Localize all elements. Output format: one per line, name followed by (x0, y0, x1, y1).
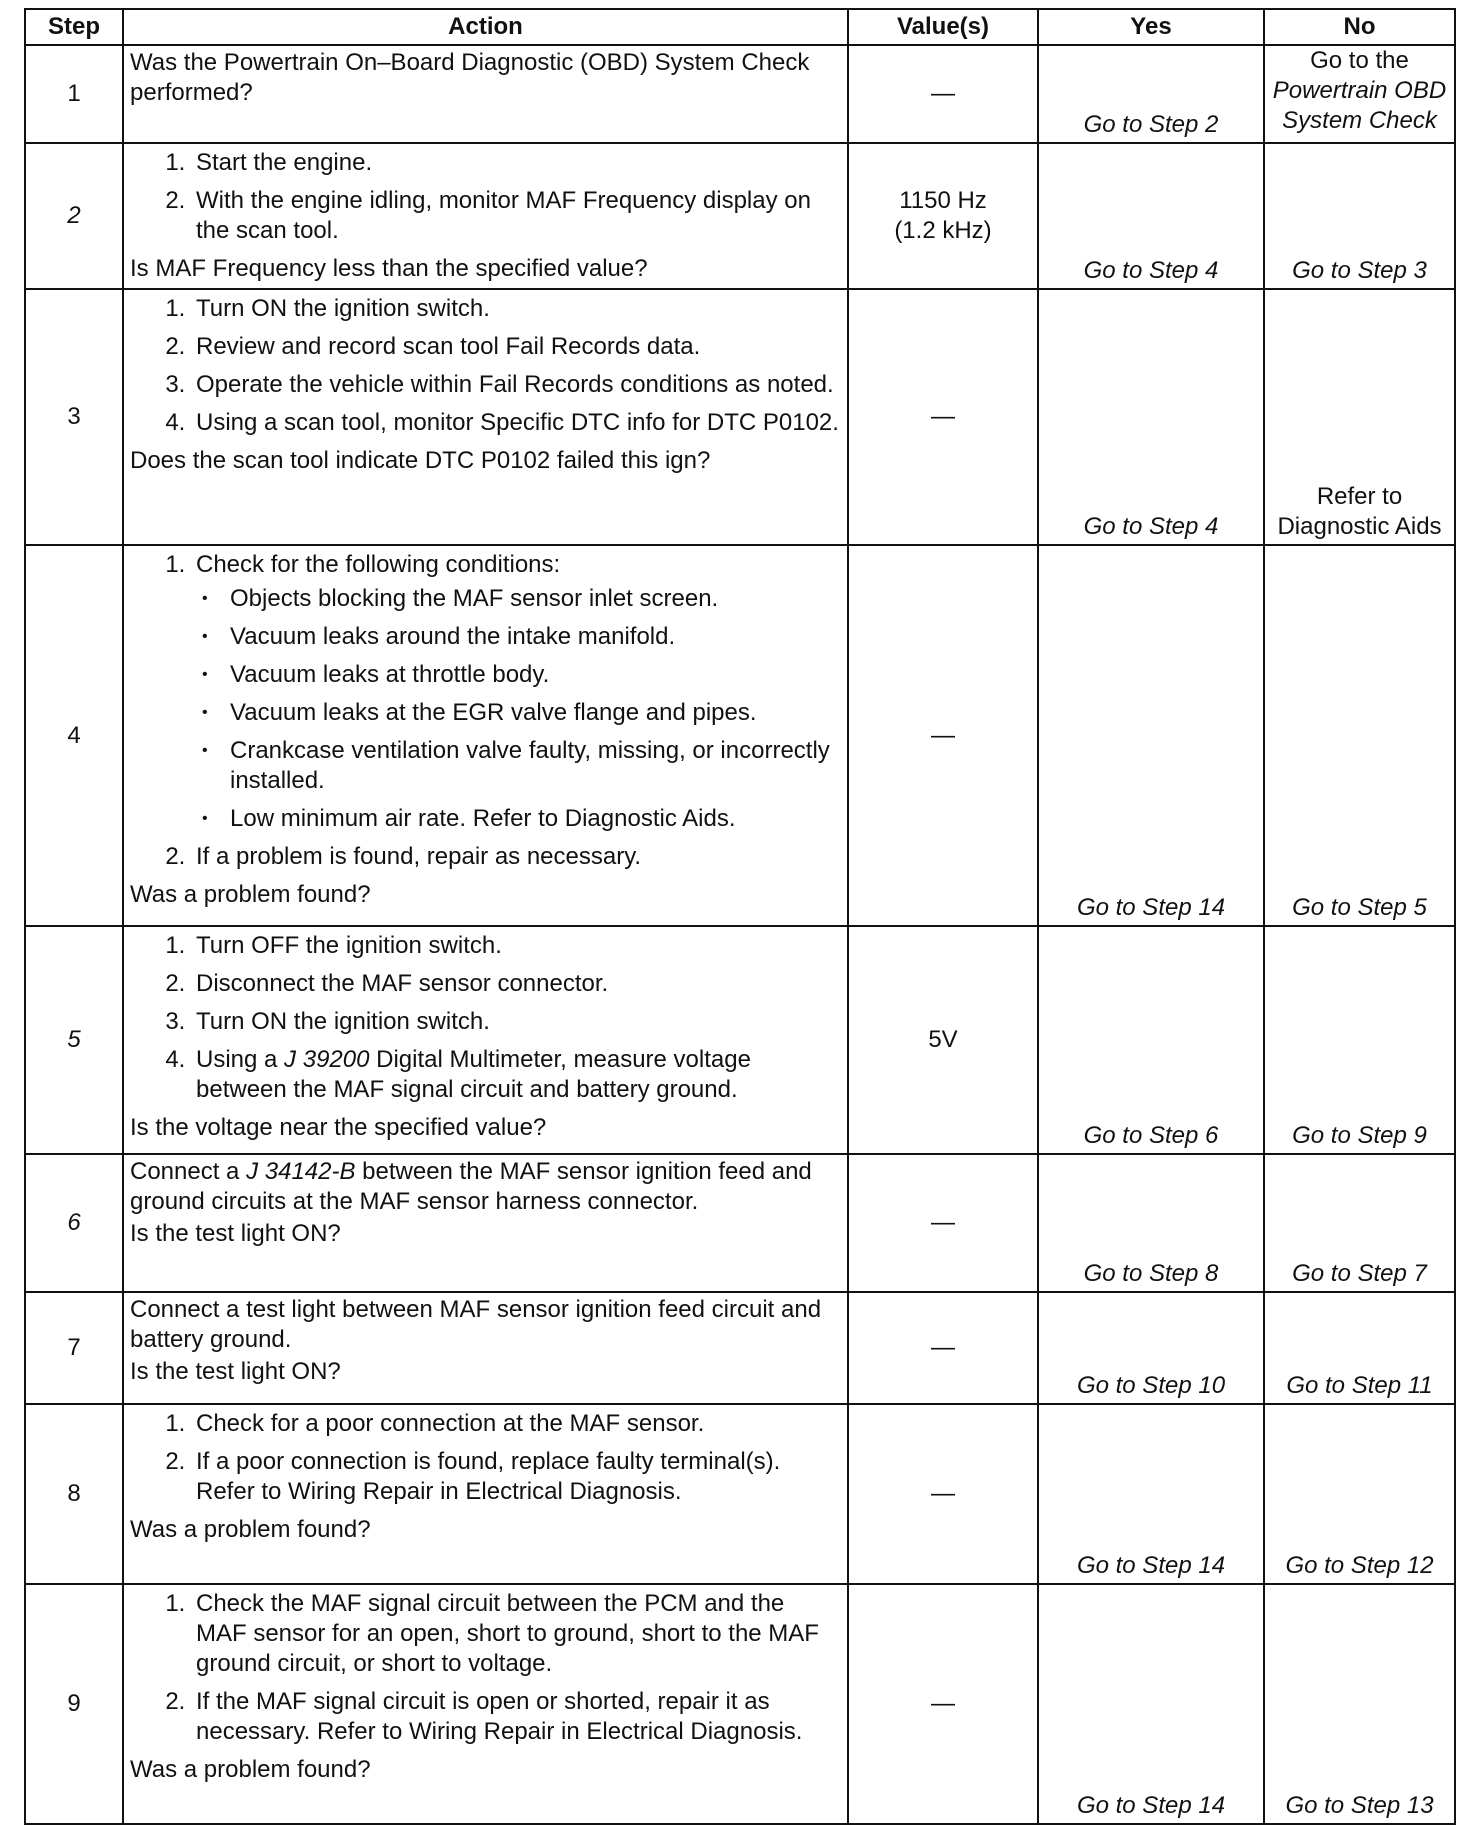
value-cell: — (848, 1154, 1038, 1292)
action-item: 2. If a problem is found, repair as necessary. (192, 842, 841, 872)
table-row (25, 289, 1455, 545)
action-question: Is the voltage near the specified value? (130, 1114, 547, 1141)
yes-cell: Go to Step 4 (1038, 289, 1264, 545)
bullet-item: • Objects blocking the MAF sensor inlet screen. (230, 584, 841, 614)
action-question: Was a problem found? (130, 1756, 371, 1783)
value-cell: — (848, 1292, 1038, 1404)
no-line: Powertrain OBD (1272, 77, 1447, 104)
table-row (25, 926, 1455, 1154)
header-row (25, 9, 1455, 45)
action-cell (123, 1584, 848, 1824)
action-cell (123, 45, 848, 143)
table-row (25, 1292, 1455, 1404)
action-item-text: Digital Multimeter, measure voltage between the MAF signal circuit and battery ground. (196, 1046, 751, 1103)
step-number: 3 (25, 289, 123, 545)
action-item: 2. Disconnect the MAF sensor connector. (192, 969, 841, 999)
bullet-item: • Crankcase ventilation valve faulty, missing, or incorrectly installed. (230, 736, 841, 796)
table-row (25, 143, 1455, 289)
action-text: Was the Powertrain On–Board Diagnostic (OBD) System Check performed? (130, 49, 810, 106)
no-cell: Go to Step 12 (1264, 1404, 1455, 1584)
yes-cell: Go to Step 10 (1038, 1292, 1264, 1404)
step-number: 9 (25, 1584, 123, 1824)
action-item: 3. Operate the vehicle within Fail Records conditions as noted. (192, 370, 841, 400)
action-item: 1. Check the MAF signal circuit between the PCM and the MAF sensor for an open, short to ground, short to the MAF ground circuit, or short to voltage. (192, 1589, 841, 1679)
action-item: 2. If the MAF signal circuit is open or shorted, repair it as necessary. Refer to Wiring Repair in Electrical Diagnosis. (192, 1687, 841, 1747)
no-cell (1264, 45, 1455, 143)
yes-cell: Go to Step 14 (1038, 1584, 1264, 1824)
action-text-part: Connect a (130, 1158, 247, 1185)
action-question: Is MAF Frequency less than the specified value? (130, 255, 648, 282)
yes-cell: Go to Step 2 (1038, 45, 1264, 143)
table-row (25, 545, 1455, 926)
value-cell: — (848, 1584, 1038, 1824)
action-cell (123, 1154, 848, 1292)
no-cell: Go to Step 13 (1264, 1584, 1455, 1824)
no-cell: Go to Step 11 (1264, 1292, 1455, 1404)
tool-name: J 39200 (284, 1046, 370, 1073)
step-number: 8 (25, 1404, 123, 1584)
step-number: 7 (25, 1292, 123, 1404)
step-number: 6 (25, 1154, 123, 1292)
action-question: Does the scan tool indicate DTC P0102 failed this ign? (130, 447, 711, 474)
action-item-text: Using a (196, 1046, 285, 1073)
no-cell: Go to Step 5 (1264, 545, 1455, 926)
no-line: Diagnostic Aids (1277, 513, 1442, 540)
action-item-text: Check for the following conditions: (196, 551, 561, 578)
value-cell: — (848, 1404, 1038, 1584)
tool-name: J 34142-B (246, 1158, 356, 1185)
action-text: Connect a test light between MAF sensor ignition feed circuit and battery ground. (130, 1296, 822, 1353)
bullet-item: • Low minimum air rate. Refer to Diagnostic Aids. (230, 804, 841, 834)
step-number: 2 (25, 143, 123, 289)
no-cell: Go to Step 7 (1264, 1154, 1455, 1292)
action-cell (123, 545, 848, 926)
value-cell: — (848, 545, 1038, 926)
action-item: 4. Using a scan tool, monitor Specific DTC info for DTC P0102. (192, 408, 841, 438)
table-row (25, 1404, 1455, 1584)
header-action: Action (123, 9, 848, 45)
no-cell: Go to Step 9 (1264, 926, 1455, 1154)
action-item: 2. With the engine idling, monitor MAF Frequency display on the scan tool. (192, 186, 841, 246)
bullet-item: • Vacuum leaks around the intake manifold. (230, 622, 841, 652)
action-item: 1. Turn ON the ignition switch. (192, 294, 841, 324)
action-item: 1. Check for a poor connection at the MAF sensor. (192, 1409, 841, 1439)
bullet-item: • Vacuum leaks at throttle body. (230, 660, 841, 690)
step-number: 1 (25, 45, 123, 143)
bullet-item: • Vacuum leaks at the EGR valve flange and pipes. (230, 698, 841, 728)
header-step: Step (25, 9, 123, 45)
action-cell (123, 143, 848, 289)
header-values: Value(s) (848, 9, 1038, 45)
action-cell (123, 1404, 848, 1584)
no-line: Go to the (1310, 47, 1409, 74)
value-cell: 5V (848, 926, 1038, 1154)
value-cell (848, 143, 1038, 289)
value-line: (1.2 kHz) (894, 217, 992, 244)
action-cell (123, 926, 848, 1154)
action-question: Was a problem found? (130, 1516, 371, 1543)
header-yes: Yes (1038, 9, 1264, 45)
yes-cell: Go to Step 14 (1038, 545, 1264, 926)
action-item: 3. Turn ON the ignition switch. (192, 1007, 841, 1037)
yes-cell: Go to Step 14 (1038, 1404, 1264, 1584)
action-question: Is the test light ON? (130, 1220, 341, 1247)
yes-cell: Go to Step 6 (1038, 926, 1264, 1154)
action-cell (123, 1292, 848, 1404)
action-item (192, 1045, 841, 1105)
action-item: 1. Start the engine. (192, 148, 841, 178)
action-cell (123, 289, 848, 545)
value-cell: — (848, 289, 1038, 545)
no-line: System Check (1282, 107, 1437, 134)
value-line: 1150 Hz (899, 187, 987, 214)
action-item: 2. Review and record scan tool Fail Records data. (192, 332, 841, 362)
action-text (130, 1157, 841, 1217)
step-number: 4 (25, 545, 123, 926)
table-row (25, 1154, 1455, 1292)
action-question: Was a problem found? (130, 881, 371, 908)
yes-cell: Go to Step 8 (1038, 1154, 1264, 1292)
action-item: 1. Turn OFF the ignition switch. (192, 931, 841, 961)
yes-cell: Go to Step 4 (1038, 143, 1264, 289)
value-cell: — (848, 45, 1038, 143)
no-cell (1264, 289, 1455, 545)
no-line: Refer to (1316, 483, 1403, 510)
action-text-part: between the MAF sensor ignition feed and ground circuits at the MAF sensor harness connector. (130, 1158, 812, 1215)
action-item: 2. If a poor connection is found, replace faulty terminal(s). Refer to Wiring Repair in Electrical Diagnosis. (192, 1447, 841, 1507)
diagnostic-table (24, 8, 1456, 1825)
action-question: Is the test light ON? (130, 1358, 341, 1385)
table-row (25, 45, 1455, 143)
header-no: No (1264, 9, 1455, 45)
no-cell: Go to Step 3 (1264, 143, 1455, 289)
table-row (25, 1584, 1455, 1824)
step-number: 5 (25, 926, 123, 1154)
action-item (192, 550, 841, 834)
